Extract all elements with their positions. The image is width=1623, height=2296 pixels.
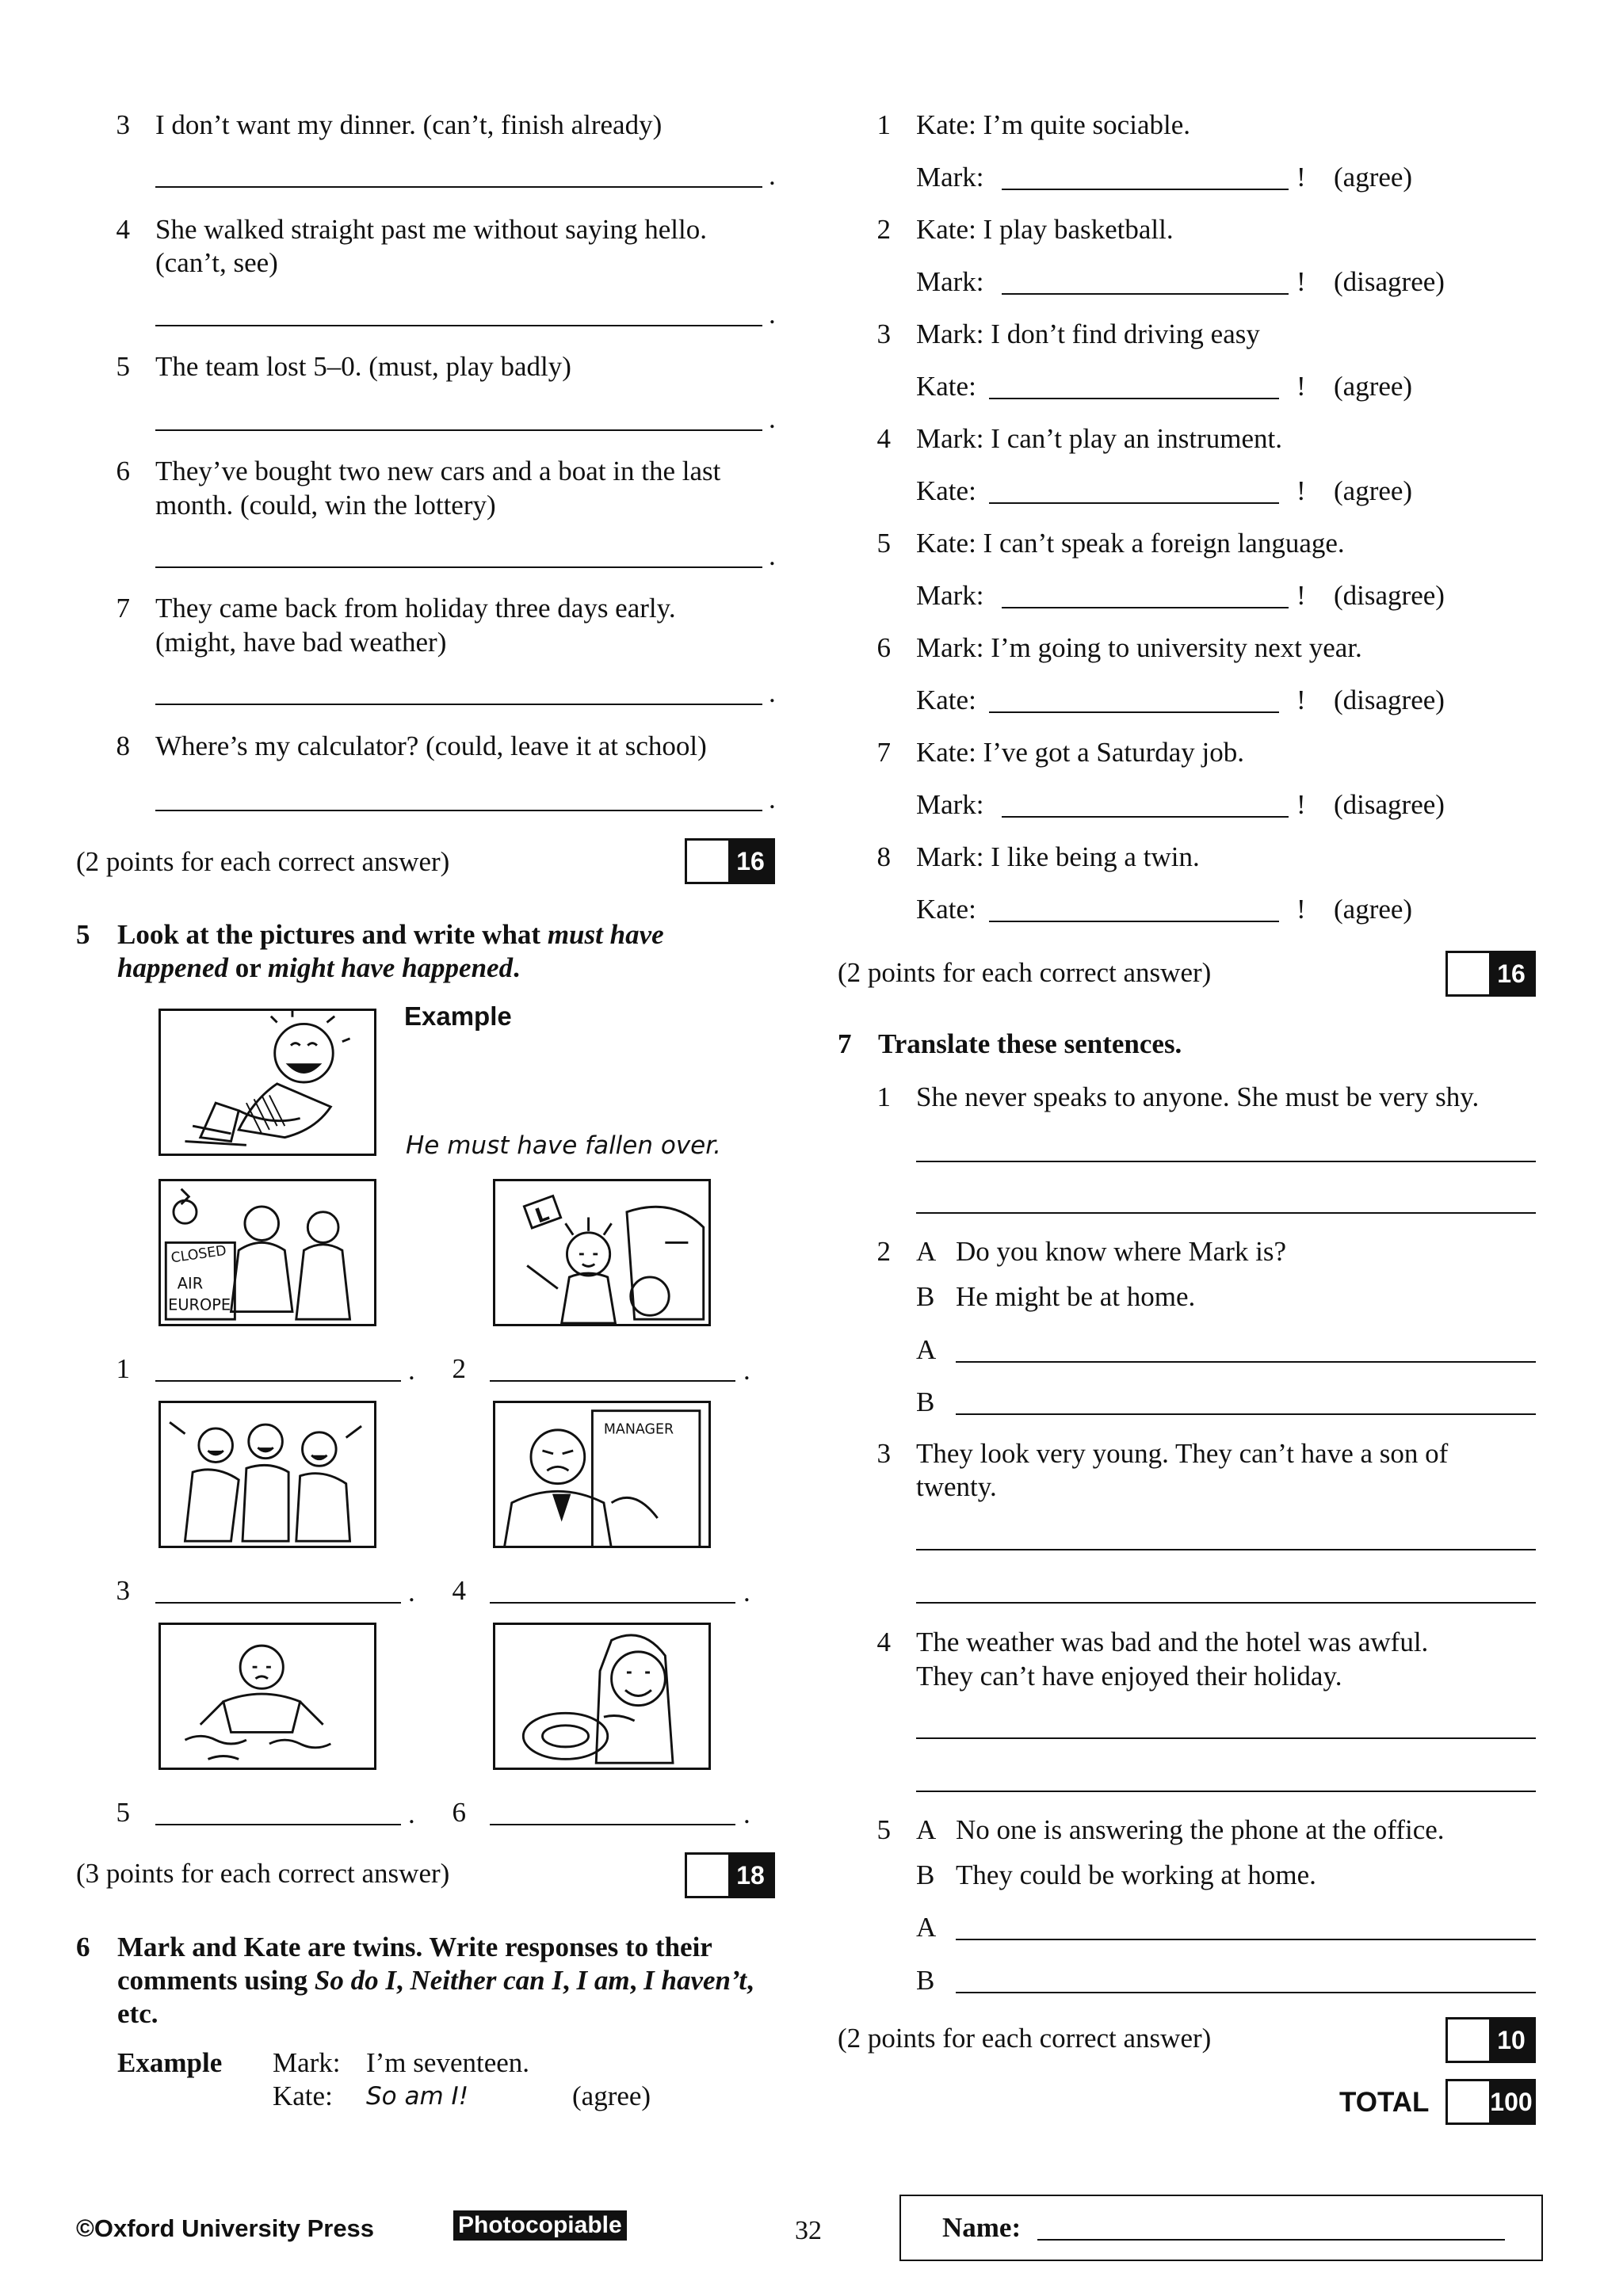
- answer-line[interactable]: [956, 1361, 1536, 1363]
- response-speaker: Kate:: [916, 475, 976, 506]
- dialogue-line: Mark: I can’t play an instrument.: [916, 423, 1283, 454]
- section-number: 5: [76, 919, 90, 950]
- points-note: (3 points for each correct answer): [76, 1858, 450, 1889]
- picture-label: AIR: [177, 1274, 204, 1293]
- item-number: 7: [876, 737, 891, 768]
- response-speaker: Kate:: [916, 685, 976, 715]
- picture-number: 5: [116, 1797, 130, 1828]
- example-answer: So am I!: [366, 2082, 469, 2111]
- score-box[interactable]: [685, 1852, 775, 1898]
- answer-line[interactable]: [956, 1413, 1536, 1415]
- score-box[interactable]: [1445, 2017, 1536, 2063]
- dialogue-letter: A: [916, 1912, 937, 1943]
- example-picture-crying-child: [158, 1009, 376, 1156]
- item-number: 2: [876, 1236, 891, 1267]
- answer-line[interactable]: [989, 398, 1279, 399]
- example-answer: He must have fallen over.: [406, 1131, 722, 1160]
- picture-airport-closed: [158, 1179, 376, 1326]
- section-number: 7: [838, 1028, 852, 1059]
- picture-label: CLOSED: [170, 1242, 227, 1267]
- picture-crying-children: [158, 1401, 376, 1548]
- score-value: 16: [1489, 953, 1533, 994]
- item-number: 6: [116, 456, 130, 486]
- dialogue-letter: B: [916, 1386, 935, 1417]
- item-text: They look very young. They can’t have a son of: [916, 1438, 1449, 1469]
- picture-person-in-water: [158, 1623, 376, 1770]
- picture-number: 2: [452, 1353, 466, 1384]
- item-text: I don’t want my dinner. (can’t, finish already): [155, 109, 663, 140]
- picture-number: 4: [452, 1575, 466, 1606]
- item-text: She never speaks to anyone. She must be very shy.: [916, 1081, 1480, 1112]
- section-title: comments using So do I, Neither can I, I am, I haven’t,: [117, 1965, 754, 1996]
- answer-line[interactable]: [989, 921, 1279, 922]
- item-text: He might be at home.: [956, 1281, 1196, 1312]
- answer-line[interactable]: [916, 1602, 1536, 1604]
- answer-line[interactable]: [155, 1602, 401, 1604]
- response-speaker: Mark:: [916, 162, 984, 193]
- example-note: (agree): [572, 2081, 651, 2111]
- score-value: 18: [728, 1855, 773, 1896]
- response-speaker: Kate:: [916, 894, 976, 925]
- answer-line[interactable]: [490, 1380, 735, 1382]
- dialogue-line: Mark: I don’t find driving easy: [916, 318, 1260, 349]
- picture-number: 6: [452, 1797, 466, 1828]
- example-text: I’m seventeen.: [366, 2047, 530, 2078]
- answer-line[interactable]: [956, 1992, 1536, 1993]
- dialogue-letter: B: [916, 1281, 935, 1312]
- dialogue-letter: B: [916, 1965, 935, 1996]
- item-text: The weather was bad and the hotel was awful.: [916, 1627, 1429, 1657]
- picture-number: 1: [116, 1353, 130, 1384]
- name-box: [899, 2195, 1543, 2261]
- item-number: 3: [876, 318, 891, 349]
- dialogue-line: Mark: I like being a twin.: [916, 841, 1200, 872]
- section-number: 6: [76, 1932, 90, 1962]
- answer-line[interactable]: [1002, 816, 1289, 818]
- picture-label: L: [532, 1201, 552, 1228]
- points-note: (2 points for each correct answer): [76, 846, 450, 877]
- example-label: Example: [404, 1001, 512, 1031]
- dialogue-letter: A: [916, 1334, 937, 1365]
- section-title: Translate these sentences.: [878, 1028, 1182, 1059]
- dialogue-line: Kate: I’m quite sociable.: [916, 109, 1190, 140]
- answer-line[interactable]: [916, 1161, 1536, 1162]
- dialogue-letter: A: [916, 1236, 937, 1267]
- response-note: (agree): [1334, 371, 1413, 402]
- item-text: twenty.: [916, 1471, 997, 1502]
- item-text: They’ve bought two new cars and a boat in the last: [155, 456, 721, 486]
- answer-line[interactable]: [155, 429, 762, 431]
- response-note: (agree): [1334, 475, 1413, 506]
- picture-angry-manager: [493, 1401, 711, 1548]
- answer-line[interactable]: [1002, 607, 1289, 608]
- item-number: 5: [876, 1814, 891, 1845]
- item-text: (can’t, see): [155, 247, 278, 278]
- answer-line[interactable]: [916, 1212, 1536, 1214]
- item-text: month. (could, win the lottery): [155, 490, 496, 521]
- item-text: They can’t have enjoyed their holiday.: [916, 1661, 1342, 1691]
- item-number: 3: [116, 109, 130, 140]
- score-box[interactable]: [1445, 951, 1536, 997]
- answer-line[interactable]: [916, 1737, 1536, 1739]
- points-note: (2 points for each correct answer): [838, 2023, 1212, 2054]
- answer-line[interactable]: [155, 186, 762, 188]
- score-value: 16: [728, 841, 773, 882]
- response-note: (agree): [1334, 894, 1413, 925]
- item-number: 1: [876, 1081, 891, 1112]
- response-note: (disagree): [1334, 580, 1445, 611]
- item-number: 8: [116, 730, 130, 761]
- answer-line[interactable]: [155, 1824, 401, 1825]
- name-label: Name:: [942, 2212, 1022, 2243]
- item-text: Do you know where Mark is?: [956, 1236, 1286, 1267]
- answer-line[interactable]: [956, 1939, 1536, 1940]
- item-text: The team lost 5–0. (must, play badly): [155, 351, 571, 382]
- dialogue-line: Kate: I play basketball.: [916, 214, 1174, 245]
- answer-line[interactable]: [989, 502, 1279, 504]
- answer-line[interactable]: [916, 1549, 1536, 1550]
- picture-happy-woman-driving: [493, 1623, 711, 1770]
- total-label: TOTAL: [1339, 2087, 1430, 2118]
- item-number: 4: [876, 423, 891, 454]
- answer-line[interactable]: [1002, 293, 1289, 295]
- dialogue-line: Kate: I can’t speak a foreign language.: [916, 528, 1345, 559]
- response-note: (disagree): [1334, 266, 1445, 297]
- example-label: Example: [117, 2047, 223, 2078]
- example-speaker: Kate:: [273, 2081, 333, 2111]
- photocopiable-badge: Photocopiable: [453, 2210, 627, 2241]
- item-number: 4: [876, 1627, 891, 1657]
- answer-line[interactable]: [155, 810, 762, 811]
- example-speaker: Mark:: [273, 2047, 341, 2078]
- picture-learner-driver: [493, 1179, 711, 1326]
- item-text: They came back from holiday three days early.: [155, 593, 676, 624]
- answer-line[interactable]: [155, 704, 762, 705]
- item-number: 3: [876, 1438, 891, 1469]
- picture-label: MANAGER: [603, 1421, 674, 1438]
- points-note: (2 points for each correct answer): [838, 957, 1212, 988]
- name-field[interactable]: [1037, 2239, 1505, 2241]
- response-note: (disagree): [1334, 685, 1445, 715]
- answer-line[interactable]: [155, 566, 762, 568]
- response-speaker: Kate:: [916, 371, 976, 402]
- item-text: No one is answering the phone at the office.: [956, 1814, 1445, 1845]
- section-title: etc.: [117, 1998, 158, 2029]
- item-number: 5: [116, 351, 130, 382]
- copyright: ©Oxford University Press: [76, 2214, 375, 2242]
- item-text: She walked straight past me without saying hello.: [155, 214, 708, 245]
- page-number: 32: [795, 2216, 822, 2245]
- total-score-box[interactable]: [1445, 2079, 1536, 2125]
- response-note: (disagree): [1334, 789, 1445, 820]
- response-speaker: Mark:: [916, 580, 984, 611]
- item-number: 5: [876, 528, 891, 559]
- item-number: 7: [116, 593, 130, 624]
- item-number: 2: [876, 214, 891, 245]
- score-value: 10: [1489, 2019, 1533, 2061]
- answer-line[interactable]: [155, 325, 762, 326]
- answer-line[interactable]: [155, 1380, 401, 1382]
- answer-line[interactable]: [916, 1791, 1536, 1792]
- answer-line[interactable]: [490, 1602, 735, 1604]
- dialogue-letter: B: [916, 1859, 935, 1890]
- section-title: Look at the pictures and write what must have: [117, 919, 664, 950]
- total-score-value: 100: [1489, 2081, 1533, 2122]
- answer-line[interactable]: [989, 711, 1279, 713]
- item-number: 4: [116, 214, 130, 245]
- section-title: happened or might have happened.: [117, 952, 520, 983]
- picture-label: EUROPE: [168, 1295, 231, 1314]
- dialogue-line: Kate: I’ve got a Saturday job.: [916, 737, 1245, 768]
- item-number: 8: [876, 841, 891, 872]
- item-number: 1: [876, 109, 891, 140]
- response-note: (agree): [1334, 162, 1413, 193]
- section-title: Mark and Kate are twins. Write responses to their: [117, 1932, 712, 1962]
- answer-line[interactable]: [1002, 189, 1289, 190]
- dialogue-line: Mark: I’m going to university next year.: [916, 632, 1362, 663]
- score-box[interactable]: [685, 838, 775, 884]
- item-text: Where’s my calculator? (could, leave it at school): [155, 730, 707, 761]
- response-speaker: Mark:: [916, 266, 984, 297]
- dialogue-letter: A: [916, 1814, 937, 1845]
- item-text: They could be working at home.: [956, 1859, 1316, 1890]
- response-speaker: Mark:: [916, 789, 984, 820]
- answer-line[interactable]: [490, 1824, 735, 1825]
- item-number: 6: [876, 632, 891, 663]
- item-text: (might, have bad weather): [155, 627, 447, 658]
- picture-number: 3: [116, 1575, 130, 1606]
